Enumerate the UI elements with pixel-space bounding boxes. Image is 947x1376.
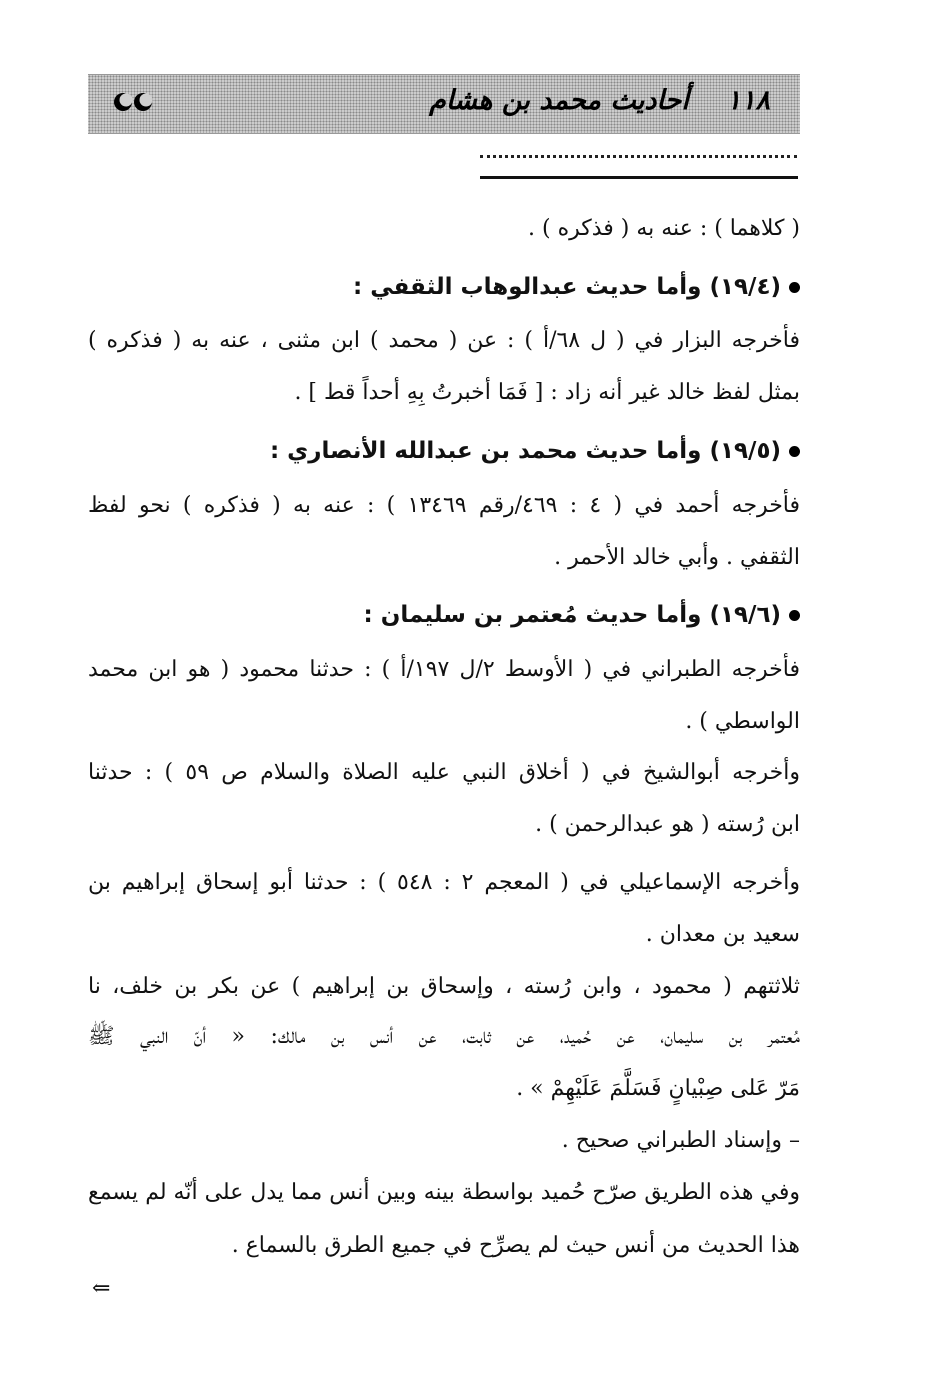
bullet-icon xyxy=(789,446,800,457)
text-line: الواسطي ) . xyxy=(685,709,800,734)
section-heading: (١٩/٤) وأما حديث عبدالوهاب الثقفي : xyxy=(88,267,800,307)
text-line: وأخرجه أبوالشيخ في ( أخلاق النبي عليه الصلاة والسلام ص ٥٩ ) : حدثنا xyxy=(88,760,800,785)
bullet-icon xyxy=(789,282,800,293)
section-heading: (١٩/٦) وأما حديث مُعتمر بن سليمان : xyxy=(88,595,800,635)
text-line: وأخرجه الإسماعيلي في ( المعجم ٢ : ٥٤٨ ) : حدثنا أبو إسحاق إبراهيم بن xyxy=(88,870,800,895)
text-line: الثقفي . وأبي خالد الأحمر . xyxy=(554,545,800,570)
crescent-ornament-icon xyxy=(112,87,156,117)
text-line: فأخرجه أحمد في ( ٤ : ٤٦٩/رقم ١٣٤٦٩ ) : عنه به ( فذكره ) نحو لفظ xyxy=(88,493,801,518)
text-line: مُعتمر بن سليمان، عن حُميد، عن ثابت، عن أنس بن مالك: « أنّ النبي ﷺ xyxy=(88,1024,800,1049)
text-line: سعيد بن معدان . xyxy=(645,922,800,947)
text-line: فأخرجه الطبراني في ( الأوسط ٢/ل ١٩٧/أ ) : حدثنا محمود ( هو ابن محمد xyxy=(88,657,801,682)
text-line: ( كلاهما ) : عنه به ( فذكره ) . xyxy=(528,216,800,241)
bullet-icon xyxy=(789,610,800,621)
text-line: ثلاثتهم ( محمود ، وابن رُسته ، وإسحاق بن إبراهيم ) عن بكر بن خلف، نا xyxy=(88,974,800,999)
header-title xyxy=(429,85,770,116)
book-title: أحاديث محمد بن هشام xyxy=(429,85,689,116)
text-line: بمثل لفظ خالد غير أنه زاد : [ فَمَا أخبرتُ بِهِ أحداً قط ] . xyxy=(294,380,800,405)
dotted-divider xyxy=(480,155,797,158)
page-number: ١١٨ xyxy=(726,85,770,116)
text-line: ابن رُسته ( هو عبدالرحمن ) . xyxy=(535,812,800,837)
solid-divider xyxy=(480,176,798,179)
text-line: – وإسناد الطبراني صحيح . xyxy=(561,1128,800,1153)
text-line: مَرّ عَلى صِبْيانٍ فَسَلَّمَ عَلَيْهِمْ » . xyxy=(516,1076,800,1101)
text-line: هذا الحديث من أنس حيث لم يصرِّح في جميع الطرق بالسماع . xyxy=(231,1233,800,1258)
text-line: فأخرجه البزار في ( ل ٦٨/أ ) : عن ( محمد ) ابن مثنى ، عنه به ( فذكره ) xyxy=(88,328,800,353)
running-header xyxy=(88,74,800,134)
text-line: وفي هذه الطريق صرّح حُميد بواسطة بينه وبين أنس مما يدل على أنّه لم يسمع xyxy=(88,1180,800,1205)
section-heading: (١٩/٥) وأما حديث محمد بن عبدالله الأنصاري : xyxy=(88,431,800,471)
continue-arrow-icon: ⇐ xyxy=(92,1276,111,1301)
